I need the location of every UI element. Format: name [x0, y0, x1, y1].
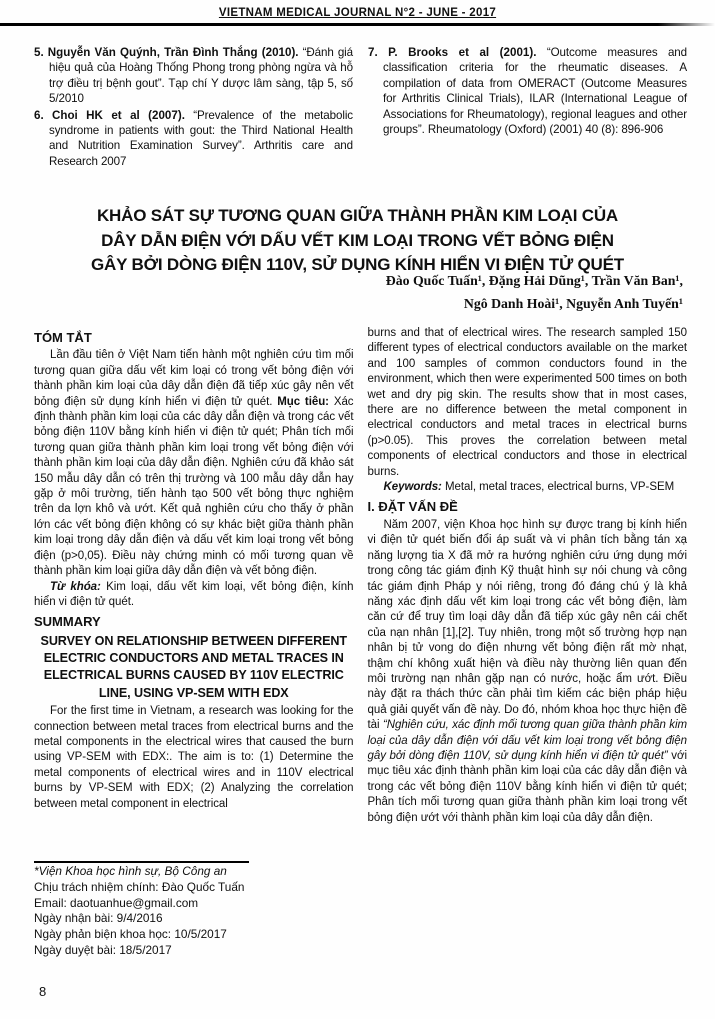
reference-text: “Prevalence of the metabolic syndrome in patients with gout: the Third National Health and Nutrition Examination Survey”. Arthritis care and Research 2007 — [49, 108, 353, 168]
reference-text: “Outcome measures and classification criteria for the rheumatic diseases. A compilation of data from OMERACT (Outcome Measures for Arthritis Clinical Trials), ILAR (International League of Associations for Rheumatology), regional leagues and other groups”. Rheumatology (Oxford) (2001) 40 (8): 896-906 — [383, 46, 688, 137]
reference-authors: P. Brooks et al (2001). — [388, 46, 537, 59]
footnote-line: Chịu trách nhiệm chính: Đào Quốc Tuấn — [34, 879, 245, 894]
article-title-line: KHẢO SÁT SỰ TƯƠNG QUAN GIỮA THÀNH PHẦN KIM LOẠI CỦA — [96, 206, 619, 226]
introduction-study-title-quote: “Nghiên cứu, xác định mối tương quan giữa thành phần kim loại của dây dẫn điện với dấu vết kim loại trong vết bỏng điện gây bởi dòng điện 110V, sử dụng kính hiển vi điện tử quét” — [367, 719, 687, 762]
keywords-en-label: Keywords: — [383, 481, 442, 494]
journal-header-title: VIETNAM MEDICAL JOURNAL N°2 - JUNE - 2017 — [218, 7, 497, 19]
keywords-vi-paragraph — [34, 580, 354, 611]
introduction-text: Năm 2007, viện Khoa học hình sự được trang bị kính hiển vi điện tử quét biến đổi áp suất và vi phân tích bằng tán xạ năng lượng tia X đã mở ra hướng nghiên cứu ứng dụng mới trong công tác giám định Kỹ thuật hình sự nói chung và công tác giám định Pháp y nói riêng, trong đó đáng chú ý là khả năng xác định dấu vết kim loại trong các vết bỏng điện, làm căn cứ để truy tìm loại dây dẫn đã tiếp xúc gây nên cái chết của nạn nhân [1],[2]. Tuy nhiên, trong một số trường hợp nạn nhân bị tử vong do điện nhưng vết bỏng điện rất mờ nhạt, thậm chí không xuất hiện và điều này thường liên quan đến môi trường nạn nhân gặp nạn có nước, hoặc ẩm ướt. Điều này đặt ra thách thức cần phải tìm kiếm các biện pháp hiệu quả giải quyết vấn đề này. Do đó, nhóm khoa học thực hiện đề tài — [367, 518, 687, 732]
reference-authors: Nguyễn Văn Quýnh, Trần Đình Thắng (2010). — [47, 46, 299, 59]
article-title — [38, 204, 677, 277]
reference-item-7 — [368, 45, 687, 137]
authors-line: Đào Quốc Tuấn¹, Đặng Hải Dũng¹, Trần Văn Ban¹, — [385, 273, 683, 288]
footnote-line: Email: daotuanhue@gmail.com — [34, 895, 199, 910]
summary-paragraph-left: For the first time in Vietnam, a research was looking for the connection between metal traces from electrical burns and the metal components in the electrical wires that caused the burn using VP-SEM with EDX:. The aim is to: (1) Determine the metal components of electrical wires and in 110V electrical burns by VP-SEM with EDX; (2) Analyzing the correlation between metal component in electrical — [34, 705, 354, 810]
reference-number: 5. — [34, 46, 44, 59]
reference-number: 6. — [34, 108, 44, 122]
article-title-line: DÂY DẪN ĐIỆN VỚI DẤU VẾT KIM LOẠI TRONG VẾT BỎNG ĐIỆN — [101, 230, 614, 250]
keywords-en-paragraph — [368, 480, 688, 495]
introduction-text: với mục tiêu xác định thành phần kim loại của các dây dẫn điện và trong các vết bỏng điện 110V bằng kính hiển vi điện tử quét; Phân tích mối tương quan giữa thành phần kim loại trong vết bỏng điện ướt với thành phần kim loại của dây dẫn điện. — [367, 749, 687, 824]
references-section — [34, 45, 687, 170]
keywords-en-text: Metal, metal traces, electrical burns, VP-SEM — [441, 481, 675, 494]
article-title-line: GÂY BỞI DÒNG ĐIỆN 110V, SỬ DỤNG KÍNH HIỂN VI ĐIỆN TỬ QUÉT — [91, 254, 624, 274]
body-right-column — [368, 326, 688, 966]
header-rule — [0, 23, 715, 26]
footnote-line: Ngày nhận bài: 9/4/2016 — [34, 911, 163, 926]
page-number: 8 — [39, 984, 47, 999]
reference-text: “Đánh giá hiệu quả của Hoàng Thống Phong trong phòng ngừa và hỗ trợ điều trị bệnh gout”. Tạp chí Y dược lâm sàng, tập 5, số 5/2010 — [49, 46, 354, 106]
references-right-column — [368, 45, 687, 170]
abstract-vi-paragraph — [34, 348, 354, 579]
keywords-vi-label: Từ khóa: — [50, 580, 101, 593]
footnote-line: Ngày duyệt bài: 18/5/2017 — [34, 943, 172, 958]
keywords-vi-text: Kim loại, dấu vết kim loại, vết bỏng điện, kính hiển vi điện tử quét. — [34, 580, 354, 608]
references-left-column — [34, 45, 353, 170]
footnote-block — [34, 861, 359, 959]
summary-heading: SUMMARY — [34, 614, 101, 630]
abstract-vi-heading: TÓM TẮT — [34, 330, 92, 345]
reference-item-6 — [34, 108, 353, 170]
reference-number: 7. — [368, 46, 378, 59]
reference-authors: Choi HK et al (2007). — [52, 108, 185, 122]
footnote-line: Ngày phản biện khoa học: 10/5/2017 — [34, 927, 227, 942]
summary-paragraph-right: burns and that of electrical wires. The research sampled 150 different types of electrical conductors available on the market and 100 samples of common conductors found in the environment, which then were experimented 500 times on both wet and dry pig skin. The results show that in most cases, there are no difference between the metal component in electrical conductors and metal traces in electrical burns (p>0.05). This proves the correlation between metal components of electrical conductors and those in electrical burns. — [367, 327, 687, 478]
abstract-vi-objective-label: Mục tiêu: — [277, 395, 329, 408]
footnote-affiliation: *Viện Khoa học hình sự, Bộ Công an — [34, 863, 227, 878]
abstract-vi-text: Lần đầu tiên ở Việt Nam tiến hành một nghiên cứu tìm mối tương quan giữa dấu vết kim loại có trong vết bỏng điện với thành phần kim loại của dây dẫn điện đã tiếp xúc gây nên vết bỏng điện sử dụng kính hiển vi điện tử quét. — [34, 349, 354, 408]
summary-subtitle: SURVEY ON RELATIONSHIP BETWEEN DIFFERENT ELECTRIC CONDUCTORS AND METAL TRACES IN ELECTRICAL BURNS CAUSED BY 110V ELECTRIC LINE, USING VP-SEM WITH EDX — [40, 633, 347, 700]
introduction-heading: I. ĐẶT VẤN ĐỀ — [367, 499, 458, 515]
abstract-vi-text: Xác định thành phần kim loại của các dây dẫn điện và trong các vết bỏng điện 110V bằng kính hiển vi điện tử quét; Phân tích mối tương quan giữa thành phần kim loại trong vết bỏng điện với thành phần kim loại của dây dẫn điện. Nghiên cứu đã khảo sát 150 mẫu dây dẫn có trên thị trường và 100 mẫu dây dẫn hay gặp ở môi trường, tiến hành tạo 500 vết bỏng thực nghiệm trên da lợn khô và ướt. Kết quả nghiên cứu cho thấy ở phần lớn các vết bỏng điện không có sự khác biệt giữa thành phần kim loại trong dây dẫn điện và dấu vết kim loại trong vết bỏng điện (p>0,05). Điều này chứng minh có mối tương quan về thành phần kim loại giữa dây dẫn điện và vết bỏng điện. — [34, 395, 354, 578]
introduction-paragraph — [368, 518, 688, 826]
footnote-rule — [34, 861, 249, 863]
reference-item-5 — [34, 45, 353, 107]
authors-line: Ngô Danh Hoài¹, Nguyễn Anh Tuyến¹ — [463, 295, 683, 311]
authors-block — [38, 270, 683, 316]
